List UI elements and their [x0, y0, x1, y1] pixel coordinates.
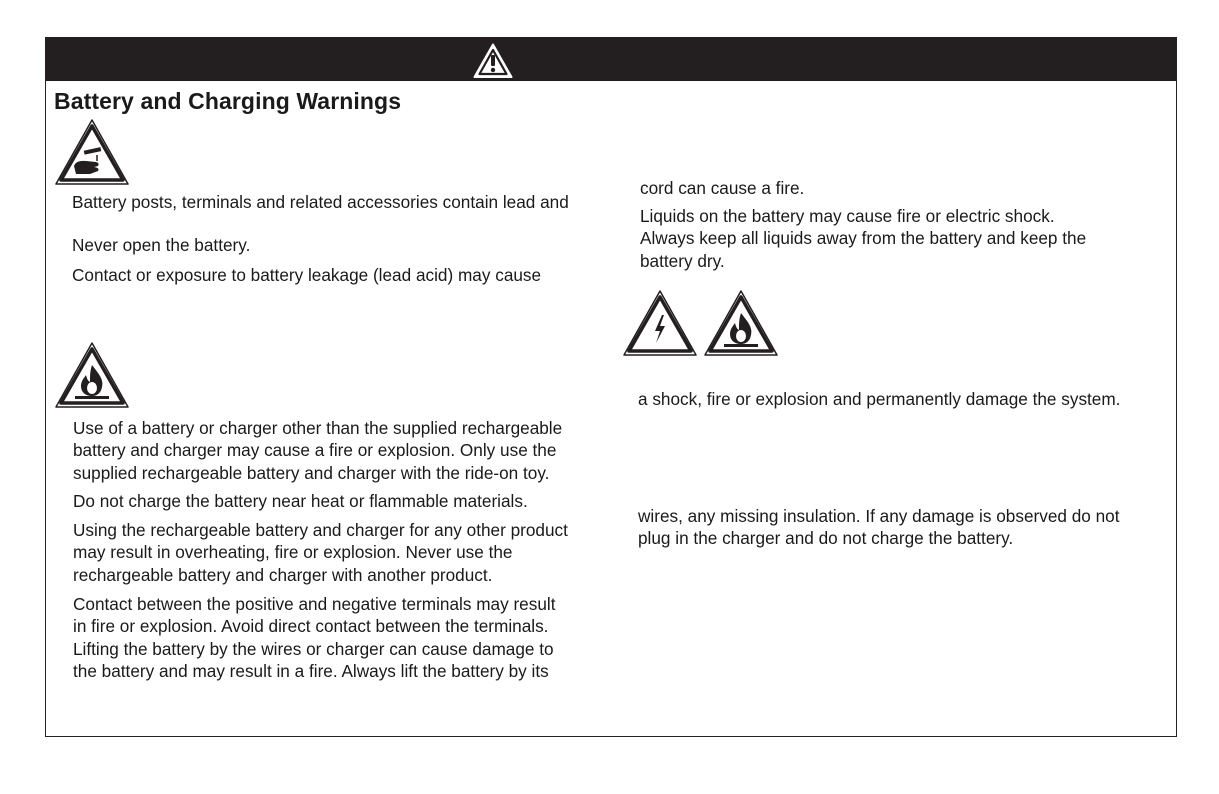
left-para-6 [73, 519, 568, 586]
electric-shock-hazard-icon [622, 289, 698, 357]
left-para-3: Contact or exposure to battery leakage (lead acid) may cause [72, 265, 542, 285]
text-line: battery dry. [640, 250, 725, 271]
corrosive-hazard-icon [54, 118, 130, 186]
right-para-1: cord can cause a fire. [640, 178, 805, 198]
text-line: Liquids on the battery may cause fire or electric shock. [640, 206, 1055, 226]
text-line: may result in overheating, fire or explosion. Never use the [73, 542, 513, 563]
warning-panel [45, 37, 1177, 737]
left-para-2: Never open the battery. [72, 235, 251, 255]
text-line: Use of a battery or charger other than the supplied rechargeable [73, 418, 563, 438]
text-line: Lifting the battery by the wires or charger can cause damage to [73, 638, 554, 659]
left-para-5: Do not charge the battery near heat or flammable materials. [73, 491, 528, 511]
right-para-2 [640, 205, 1086, 272]
text-line: supplied rechargeable battery and charger with the ride-on toy. [73, 462, 550, 483]
right-para-4 [638, 505, 1120, 550]
page-title: Battery and Charging Warnings [54, 88, 402, 114]
text-line: wires, any missing insulation. If any damage is observed do not [638, 506, 1120, 526]
text-line: Contact between the positive and negative terminals may result [73, 594, 556, 614]
text-line: Always keep all liquids away from the battery and keep the [640, 228, 1087, 249]
header-bar [46, 38, 1176, 81]
flammable-hazard-icon-2 [703, 289, 779, 357]
left-para-7 [73, 593, 555, 682]
warning-exclamation-icon [473, 43, 513, 79]
left-para-4 [73, 417, 562, 484]
text-line: rechargeable battery and charger with another product. [73, 564, 493, 585]
right-para-3: a shock, fire or explosion and permanently damage the system. [638, 389, 1121, 409]
text-line: Using the rechargeable battery and charger for any other product [73, 520, 568, 540]
text-line: battery and charger may cause a fire or explosion. Only use the [73, 440, 557, 461]
left-para-1: Battery posts, terminals and related accessories contain lead and [72, 192, 569, 212]
text-line: the battery and may result in a fire. Always lift the battery by its [73, 660, 549, 681]
text-line: in fire or explosion. Avoid direct contact between the terminals. [73, 616, 549, 637]
flammable-hazard-icon [54, 341, 130, 409]
text-line: plug in the charger and do not charge the battery. [638, 528, 1014, 549]
